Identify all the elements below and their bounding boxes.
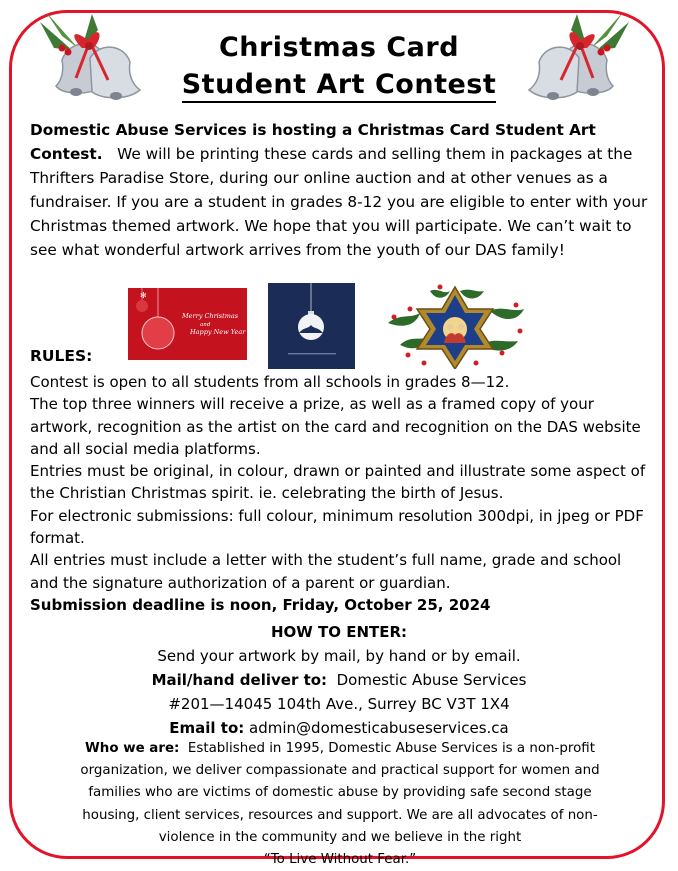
- mail-value: Domestic Abuse Services: [336, 671, 527, 689]
- who-we-are-text: Established in 1995, Domestic Abuse Services is a non-profit organization, we deliver compassionate and practical support for women and families who are victims of domestic abuse by providing safe second stage housing, client services, resources and support. We are all advocates of non-violence in the community and we believe in the right: [80, 741, 600, 845]
- rule-item: For electronic submissions: full colour, minimum resolution 300dpi, in jpeg or PDF format.: [30, 506, 644, 548]
- intro-lead: Domestic Abuse Services is hosting a Christmas Card Student Art Contest.: [30, 121, 596, 163]
- how-to-enter-heading: HOW TO ENTER:: [270, 623, 408, 641]
- how-to-enter-section: [0, 620, 678, 740]
- example-card-nativity: [380, 283, 530, 369]
- example-card-navy: [268, 283, 355, 369]
- rule-item: The top three winners will receive a prize, as well as a framed copy of your artwork, recognition as the artist on the card and recognition on the DAS website and all social media platforms.: [30, 395, 641, 458]
- page-title: Christmas Card: [218, 32, 460, 63]
- who-we-are-quote: “To Live Without Fear.”: [263, 852, 417, 868]
- intro-paragraph: [30, 118, 650, 262]
- mailing-address: #201—14045 104th Ave., Surrey BC V3T 1X4: [168, 695, 510, 713]
- rule-item: Entries must be original, in colour, drawn or painted and illustrate some aspect of the Christian Christmas spirit. ie. celebrating the birth of Jesus.: [30, 462, 646, 503]
- card-greeting-line1: Merry Christmas: [182, 312, 239, 320]
- submission-deadline: Submission deadline is noon, Friday, October 25, 2024: [30, 595, 491, 614]
- who-we-are-label: Who we are:: [85, 741, 180, 756]
- email-address: admin@domesticabuseservices.ca: [249, 719, 509, 737]
- rule-item: Contest is open to all students from all schools in grades 8—12.: [30, 373, 510, 391]
- email-line: [0, 716, 678, 740]
- example-card-red: [128, 288, 247, 360]
- page-subtitle: Student Art Contest: [0, 69, 678, 100]
- rules-heading: RULES:: [30, 347, 93, 365]
- intro-body: We will be printing these cards and selling them in packages at the Thrifters Paradise Store, during our online auction and at other venues as a fundraiser. If you are a student in grades 8-12 you are eligible to enter with your Christmas themed artwork. We hope that you will participate. We can’t wait to see what wonderful artwork arrives from the youth of our DAS family!: [30, 145, 648, 259]
- card-greeting-line3: Happy New Year: [190, 328, 246, 336]
- rules-list: [30, 371, 650, 616]
- svg-text:✻: ✻: [140, 291, 147, 300]
- email-label: Email to:: [169, 719, 245, 737]
- who-we-are-section: [60, 738, 620, 871]
- how-to-enter-intro: Send your artwork by mail, by hand or by email.: [157, 647, 521, 665]
- card-greeting-line2: and: [200, 322, 211, 328]
- mail-label: Mail/hand deliver to:: [151, 671, 328, 689]
- rule-item: All entries must include a letter with the student’s full name, grade and school and the signature authorization of a parent or guardian.: [30, 551, 622, 592]
- mail-line: [0, 668, 678, 692]
